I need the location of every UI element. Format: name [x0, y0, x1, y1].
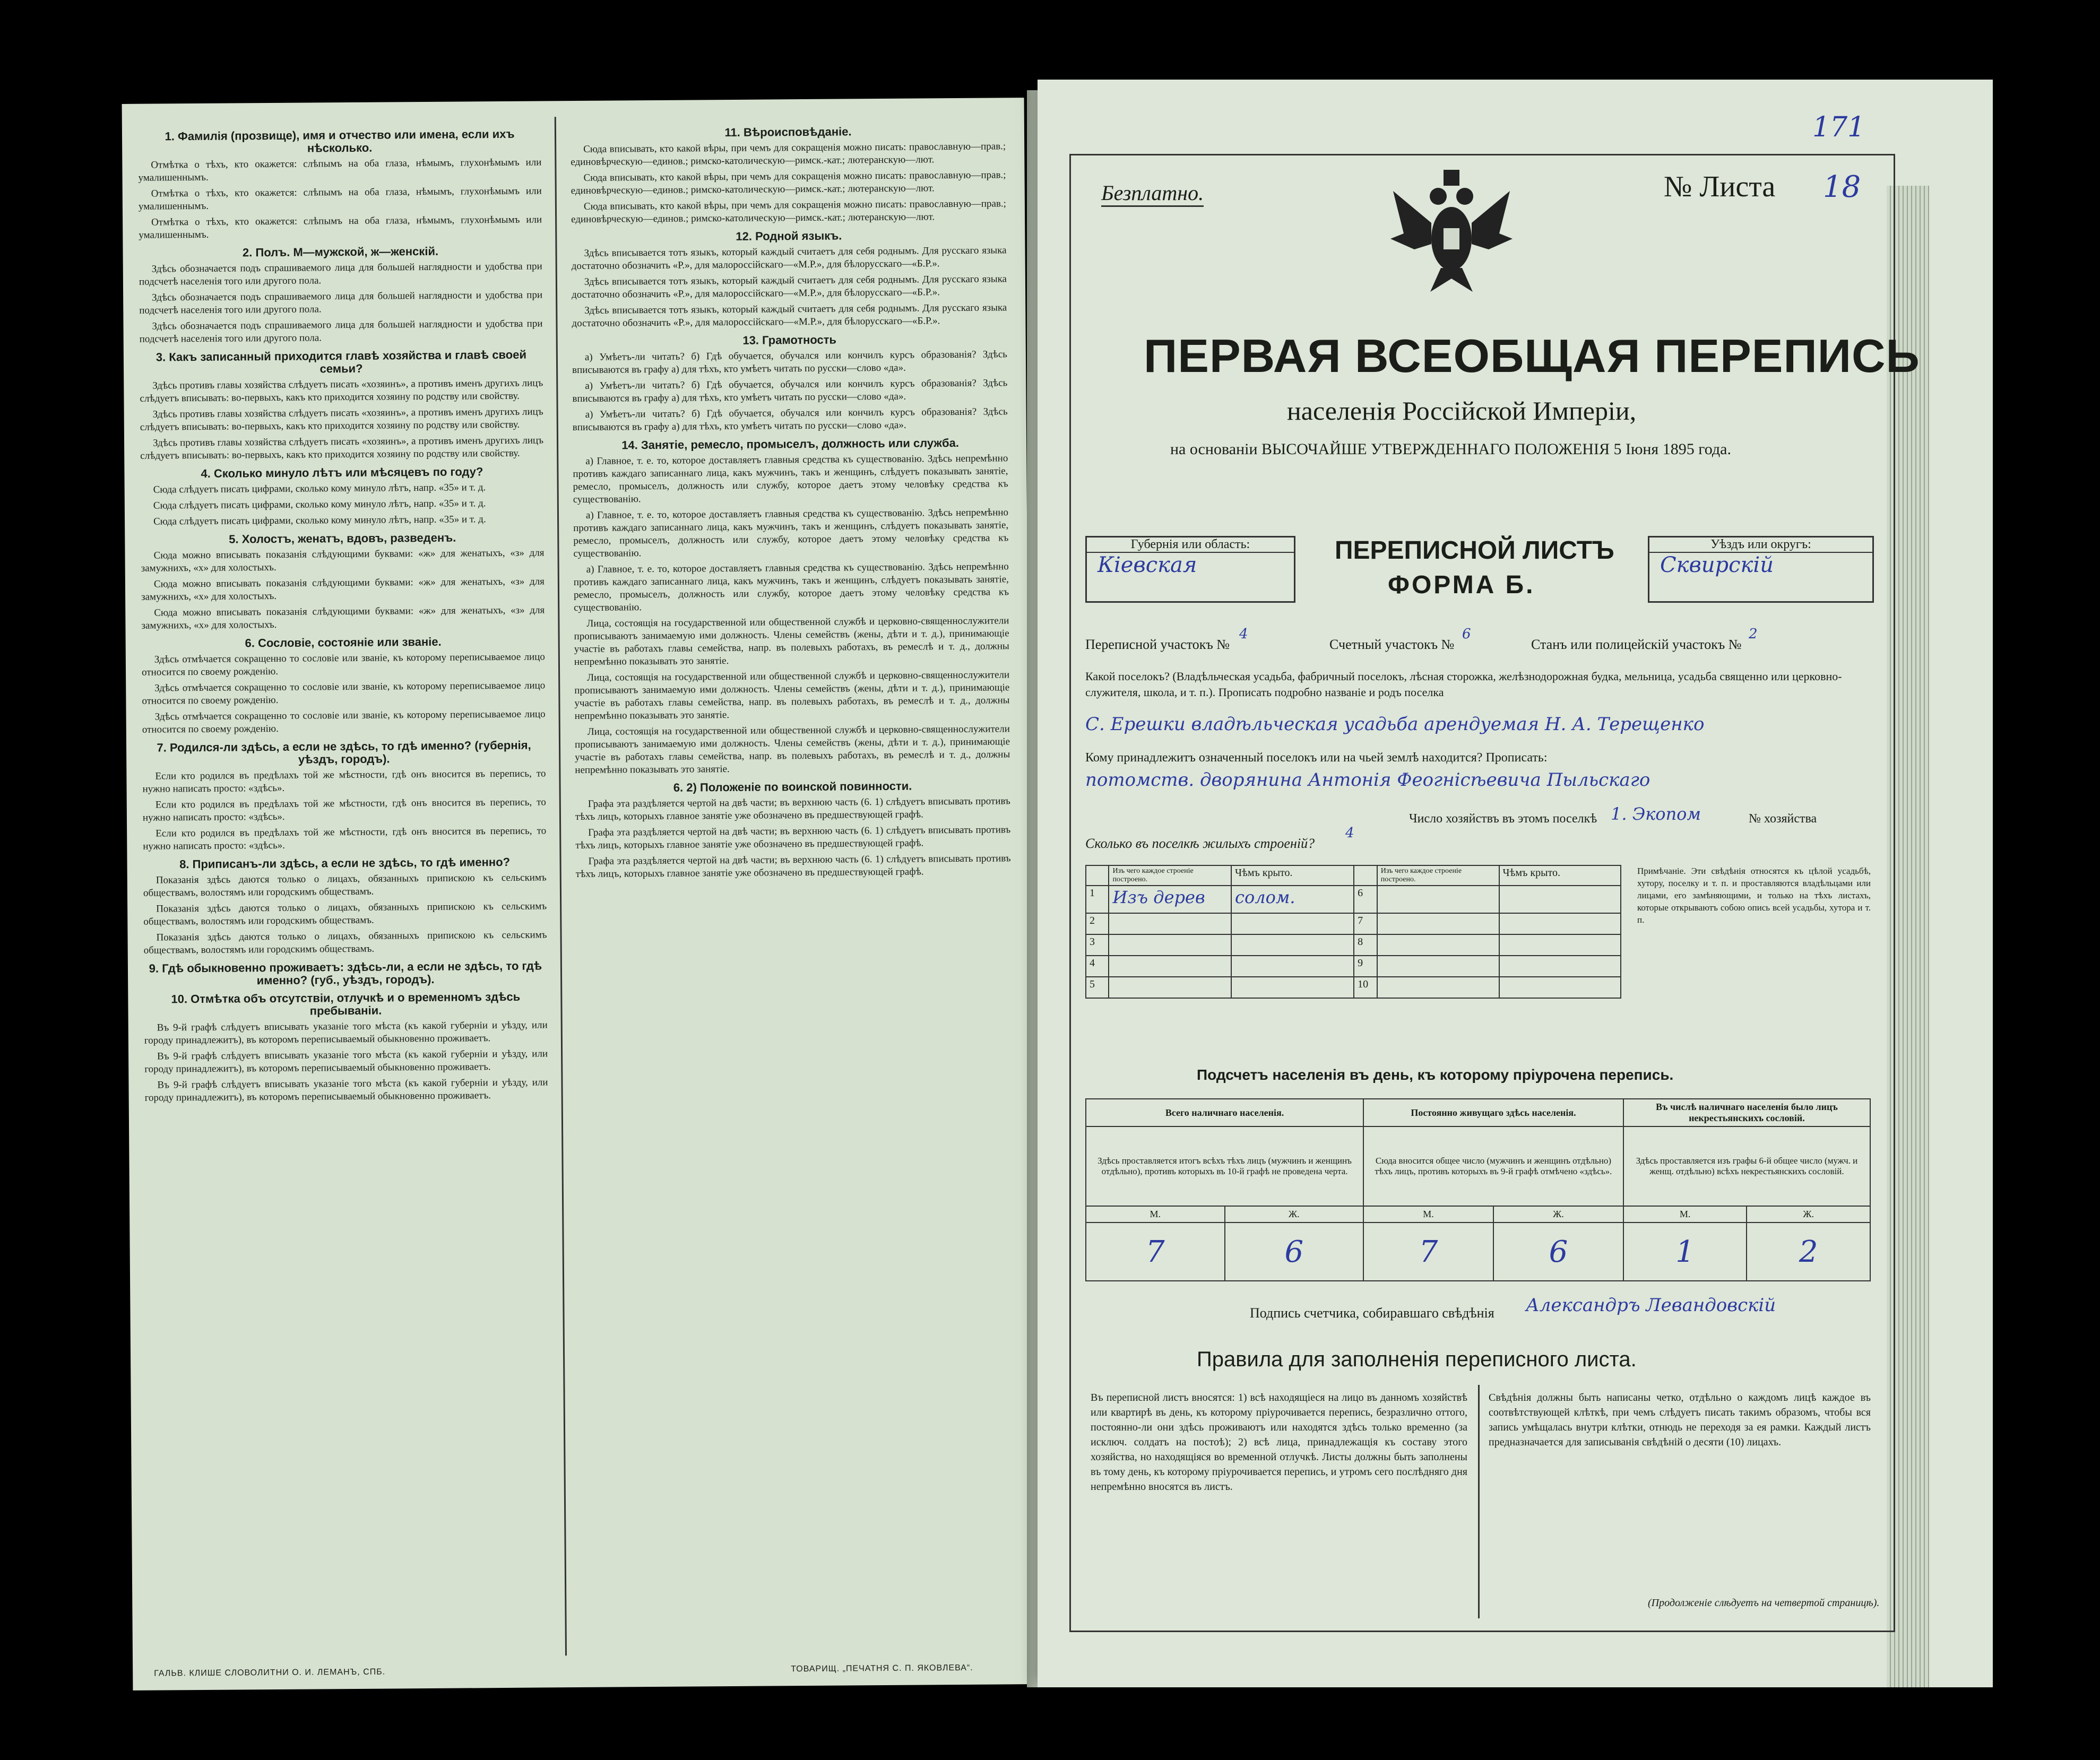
count-table — [1085, 1098, 1871, 1281]
instruction-heading: 12. Родной языкъ. — [736, 229, 842, 243]
row-number: 2 — [1086, 913, 1109, 934]
instruction-text: а) Главное, т. е. то, которое доставляетъ главныя средства къ существованію. Здѣсь непремѣнно противъ каждаго записаннаго лица, какъ мужчинъ, такъ и женщинъ, слѣдуетъ показывать занятіе, ремесло, промыселъ, должность или службу, которое даетъ этому человѣку средства къ существованію. — [573, 507, 1009, 560]
column-divider — [555, 117, 567, 1655]
instruction-heading: 13. Грамотность — [742, 333, 837, 347]
instruction-heading: 11. Вѣроисповѣданіе. — [724, 125, 852, 140]
male-label: М. — [1363, 1206, 1493, 1223]
sheet-number-value: 18 — [1823, 170, 1861, 204]
instruction-text: Здѣсь обозначается подъ спрашиваемого лица для большей наглядности и удобства при подсчетѣ населенія того или другого пола. — [139, 261, 542, 288]
nonpeasant-female: 2 — [1747, 1223, 1870, 1281]
buildings-header-roof: Чѣмъ крыто. — [1231, 865, 1354, 886]
instruction-text: Въ 9-й графѣ слѣдуетъ вписывать указаніе того мѣста (къ какой губерніи и уѣзду, или городу принадлежитъ), въ которомъ переписываемый обыкновенно проживаетъ. — [144, 1077, 548, 1104]
right-page — [1038, 80, 1993, 1687]
buildings-table — [1085, 865, 1621, 999]
instruction-text: Здѣсь вписывается тотъ языкъ, который каждый считаетъ для себя роднымъ. Для русскаго языка достаточно обозначить «Р.», для малороссійскаго—«М.Р.», для бѣлорусскаго—«Б.Р.». — [571, 245, 1007, 272]
police-district-value: 2 — [1749, 626, 1758, 642]
buildings-question: Сколько въ поселкѣ жилыхъ строеній? — [1085, 836, 1315, 851]
rules-title: Правила для заполненія переписного листа. — [1197, 1348, 1637, 1371]
instruction-heading: 1. Фамилія (прозвище), имя и отчество или имена, если ихъ нѣсколько. — [165, 127, 515, 155]
uezd-label: Уѣздъ или округъ: — [1649, 537, 1872, 553]
row-number: 5 — [1086, 977, 1109, 998]
instruction-text: Здѣсь противъ главы хозяйства слѣдуетъ писать «хозяинъ», а противъ именъ другихъ лицъ слѣдуетъ вписывать: во-первыхъ, какъ кто приходится хозяину по родству или свойству. — [140, 406, 543, 433]
left-page — [122, 98, 1035, 1690]
instructions-column-1 — [138, 122, 552, 1621]
basis-line: на основаніи ВЫСОЧАЙШЕ УТВЕРЖДЕННАГО ПОЛОЖЕНІЯ 5 Іюня 1895 года. — [1170, 440, 1731, 458]
instruction-text: Показанія здѣсь даются только о лицахъ, обязанныхъ припискою къ сельскимъ обществамъ, волостямъ или городскимъ обществамъ. — [143, 900, 547, 927]
instruction-heading: 2. Полъ. М—мужской, ж—женскій. — [242, 244, 439, 259]
instruction-text: Здѣсь отмѣчается сокращенно то сословіе или званіе, къ которому переписываемое лицо относится по своему рожденію. — [141, 651, 545, 678]
instruction-text: Если кто родился въ предѣлахъ той же мѣстности, гдѣ онъ вносится въ перепись, то нужно написать просто: «здѣсь». — [142, 768, 546, 795]
double-headed-eagle-icon — [1388, 159, 1515, 297]
counting-district-value: 6 — [1462, 626, 1471, 642]
nonpeasant-male: 1 — [1623, 1223, 1747, 1281]
settlement-value: С. Ерешки владѣльческая усадьба арендуемая Н. А. Терещенко — [1085, 714, 1705, 735]
instruction-text: Графа эта раздѣляется чертой на двѣ части; въ верхнюю часть (6. 1) слѣдуетъ вписывать противъ тѣхъ лицъ, которыхъ главное занятіе уже обозначено въ предшествующей графѣ. — [575, 795, 1010, 823]
instruction-text: Графа эта раздѣляется чертой на двѣ части; въ верхнюю часть (6. 1) слѣдуетъ вписывать противъ тѣхъ лицъ, которыхъ главное занятіе уже обозначено въ предшествующей графѣ. — [575, 853, 1011, 880]
instruction-text: Лица, состоящія на государственной или общественной службѣ и церковно-священнослужители прописываютъ занимаемую ими должность. Члены семействъ (жены, дѣти и т. д.), принимающіе участіе въ работахъ главы семейства, напр. въ полевыхъ работахъ, въ ремеслѣ и т. д., должны непремѣнно показывать это занятіе. — [574, 723, 1010, 776]
instruction-text: а) Умѣетъ-ли читать? б) Гдѣ обучается, обучался или кончилъ курсъ образованія? Здѣсь вписываются въ графу а) для тѣхъ, кто умѣетъ читать по русски—слово «да». — [572, 349, 1007, 376]
sheet-title: ПЕРЕПИСНОЙ ЛИСТЪ — [1335, 536, 1614, 565]
permanent-male: 7 — [1363, 1223, 1493, 1281]
building-roof-1: солом. — [1231, 886, 1354, 913]
enumeration-district-value: 4 — [1239, 626, 1248, 642]
row-number: 1 — [1086, 886, 1109, 913]
instruction-text: Отмѣтка о тѣхъ, кто окажется: слѣпымъ на оба глаза, нѣмымъ, глухонѣмымъ или умалишеннымъ. — [138, 185, 542, 212]
instruction-text: Здѣсь отмѣчается сокращенно то сословіе или званіе, къ которому переписываемое лицо относится по своему рожденію. — [142, 708, 546, 735]
counting-district-label: Счетный участокъ № — [1329, 637, 1455, 652]
signature-value: Александръ Левандовскій — [1526, 1295, 1776, 1316]
count-desc-permanent: Сюда вносится общее число (мужчинъ и женщинъ отдѣльно) тѣхъ лицъ, противъ которыхъ въ 9-й графѣ отмѣчено «здѣсь». — [1363, 1126, 1623, 1206]
rules-divider — [1478, 1385, 1480, 1618]
instruction-text: а) Умѣетъ-ли читать? б) Гдѣ обучается, обучался или кончилъ курсъ образованія? Здѣсь вписываются въ графу а) для тѣхъ, кто умѣетъ читать по русски—слово «да». — [572, 406, 1008, 434]
building-material-1: Изъ дерев — [1109, 886, 1231, 913]
households-label: Число хозяйствъ въ этомъ поселкѣ — [1409, 812, 1597, 826]
buildings-header-material-2: Изъ чего каждое строеніе построено. — [1377, 865, 1499, 886]
note: Примѣчаніе. Эти свѣдѣнія относятся къ цѣлой усадьбѣ, хутору, поселку и т. п. и проставляются владѣльцами или лицами, его замѣняющими, и только на тѣхъ листахъ, которые открываютъ собою опись всей усадьбы, хутора и т. п. — [1637, 866, 1871, 925]
instruction-text: Здѣсь обозначается подъ спрашиваемого лица для большей наглядности и удобства при подсчетѣ населенія того или другого пола. — [139, 289, 543, 316]
instruction-text: Сюда можно вписывать показанія слѣдующими буквами: «ж» для женатыхъ, «з» для замужнихъ, «х» для холостыхъ. — [141, 547, 545, 574]
instruction-text: а) Главное, т. е. то, которое доставляетъ главныя средства къ существованію. Здѣсь непремѣнно противъ каждаго записаннаго лица, какъ мужчинъ, такъ и женщинъ, слѣдуетъ показывать занятіе, ремесло, промыселъ, должность или службу, которое даетъ этому человѣку средства къ существованію. — [573, 561, 1009, 614]
row-number: 9 — [1354, 956, 1377, 977]
uezd-value: Сквирскій — [1660, 553, 1774, 577]
signature-label: Подпись счетчика, собиравшаго свѣдѣнія — [1250, 1305, 1494, 1321]
instruction-text: Здѣсь вписывается тотъ языкъ, который каждый считаетъ для себя роднымъ. Для русскаго языка достаточно обозначить «Р.», для малороссійскаго—«М.Р.», для бѣлорусскаго—«Б.Р.». — [572, 273, 1007, 301]
instruction-text: Отмѣтка о тѣхъ, кто окажется: слѣпымъ на оба глаза, нѣмымъ, глухонѣмымъ или умалишеннымъ. — [139, 214, 542, 241]
instruction-text: Если кто родился въ предѣлахъ той же мѣстности, гдѣ онъ вносится въ перепись, то нужно написать просто: «здѣсь». — [143, 825, 547, 852]
instruction-heading: 9. Гдѣ обыкновенно проживаетъ: здѣсь-ли, а если не здѣсь, то гдѣ именно? (губ., уѣздъ, городъ). — [149, 959, 542, 987]
instruction-heading: 4. Сколько минуло лѣтъ или мѣсяцевъ по году? — [201, 465, 483, 480]
instruction-text: Здѣсь обозначается подъ спрашиваемого лица для большей наглядности и удобства при подсчетѣ населенія того или другого пола. — [139, 318, 543, 345]
instruction-text: Показанія здѣсь даются только о лицахъ, обязанныхъ припискою къ сельскимъ обществамъ, волостямъ или городскимъ обществамъ. — [143, 929, 547, 956]
instruction-text: Сюда вписывать, кто какой вѣры, при чемъ для сокращенія можно писать: православную—прав.; единовѣрческую—единов.; римско-католическую—римск.-кат.; лютеранскую—лют. — [571, 198, 1007, 226]
uezd-box — [1648, 536, 1874, 603]
instruction-text: а) Умѣетъ-ли читать? б) Гдѣ обучается, обучался или кончилъ курсъ образованія? Здѣсь вписываются въ графу а) для тѣхъ, кто умѣетъ читать по русски—слово «да». — [572, 377, 1008, 405]
instruction-text: Сюда можно вписывать показанія слѣдующими буквами: «ж» для женатыхъ, «з» для замужнихъ, «х» для холостыхъ. — [141, 576, 545, 603]
instruction-text: Здѣсь противъ главы хозяйства слѣдуетъ писать «хозяинъ», а противъ именъ другихъ лицъ слѣдуетъ вписывать: во-первыхъ, какъ кто приходится хозяину по родству или свойству. — [140, 377, 543, 404]
instruction-text: Въ 9-й графѣ слѣдуетъ вписывать указаніе того мѣста (къ какой губерніи и уѣзду, или городу принадлежитъ), въ которомъ переписываемый обыкновенно проживаетъ. — [144, 1019, 548, 1046]
instruction-text: Сюда вписывать, кто какой вѣры, при чемъ для сокращенія можно писать: православную—прав.; единовѣрческую—единов.; римско-католическую—римск.-кат.; лютеранскую—лют. — [571, 169, 1006, 197]
instruction-text: Сюда вписывать, кто какой вѣры, при чемъ для сокращенія можно писать: православную—прав.; единовѣрческую—единов.; римско-католическую—римск.-кат.; лютеранскую—лют. — [571, 141, 1006, 168]
instruction-text: а) Главное, т. е. то, которое доставляетъ главныя средства къ существованію. Здѣсь непремѣнно противъ каждаго записаннаго лица, какъ мужчинъ, такъ и женщинъ, слѣдуетъ показывать занятіе, ремесло, промыселъ, должность или службу, которое даетъ этому человѣку средства къ существованію. — [573, 453, 1008, 506]
instruction-text: Сюда слѣдуетъ писать цифрами, сколько кому минуло лѣтъ, напр. «35» и т. д. — [153, 482, 486, 496]
instruction-heading: 3. Какъ записанный приходится главѣ хозяйства и главѣ своей семьи? — [155, 348, 527, 376]
row-number: 4 — [1086, 956, 1109, 977]
male-label: М. — [1623, 1206, 1747, 1223]
sheet-number-label: № Листа — [1664, 170, 1776, 203]
gubernia-label: Губернія или область: — [1087, 537, 1294, 553]
instruction-heading: 6. Сословіе, состояніе или званіе. — [245, 635, 442, 650]
instruction-text: Лица, состоящія на государственной или общественной службѣ и церковно-священнослужители прописываютъ занимаемую ими должность. Члены семействъ (жены, дѣти и т. д.), принимающіе участіе въ работахъ главы семейства, напр. въ полевыхъ работахъ, въ ремеслѣ и т. д., должны непремѣнно показывать это занятіе. — [574, 669, 1010, 722]
owner-question: Кому принадлежитъ означенный поселокъ или на чьей землѣ находится? Прописать: — [1085, 751, 1548, 765]
instruction-text: Сюда слѣдуетъ писать цифрами, сколько кому минуло лѣтъ, напр. «35» и т. д. — [153, 514, 486, 527]
page-number: 171 — [1812, 111, 1865, 143]
instruction-heading: 8. Приписанъ-ли здѣсь, а если не здѣсь, то гдѣ именно? — [179, 855, 511, 871]
male-label: М. — [1086, 1206, 1225, 1223]
female-label: Ж. — [1493, 1206, 1623, 1223]
rules-column-1: Въ переписной листъ вносятся: 1) всѣ находящіеся на лицо въ данномъ хозяйствѣ или квартирѣ въ день, къ которому пріурочивается перепись, безразлично оттого, постоянно-ли они здѣсь проживаютъ или находятся здѣсь только временно (за исключ. солдатъ на постоѣ); 2) всѣ лица, принадлежащія къ составу этого хозяйства, но находящіяся во временной отлучкѣ. Листы должны быть заполнены въ тому день, къ которому пріурочивается перепись, и утромъ сего послѣдняго дня непремѣнно вносятся въ листъ. — [1091, 1392, 1467, 1493]
female-label: Ж. — [1225, 1206, 1364, 1223]
instruction-text: Если кто родился въ предѣлахъ той же мѣстности, гдѣ онъ вносится въ перепись, то нужно написать просто: «здѣсь». — [142, 796, 546, 823]
count-desc-nonpeasant: Здѣсь проставляется изъ графы 6-й общее число (мужч. и женщ. отдѣльно) всѣхъ некрестьянскихъ сословій. — [1623, 1126, 1870, 1206]
instruction-heading: 6. 2) Положеніе по воинской повинности. — [673, 779, 912, 794]
count-title: Подсчетъ населенія въ день, къ которому пріурочена перепись. — [1197, 1067, 1674, 1083]
instruction-text: Сюда слѣдуетъ писать цифрами, сколько кому минуло лѣтъ, напр. «35» и т. д. — [153, 498, 486, 511]
buildings-header-material: Изъ чего каждое строеніе построено. — [1109, 865, 1231, 886]
household-number-label: № хозяйства — [1749, 812, 1817, 826]
count-desc-total: Здѣсь проставляется итогъ всѣхъ тѣхъ лицъ (мужчинъ и женщинъ отдѣльно), противъ которыхъ въ 10-й графѣ не проведена черта. — [1086, 1126, 1363, 1206]
free-label: Безплатно. — [1101, 180, 1204, 207]
rules-column-2: Свѣдѣнія должны быть написаны четко, отдѣльно о каждомъ лицѣ каждое въ соотвѣтствующей клѣткѣ, при чемъ слѣдуетъ писать такимъ образомъ, чтобы вся запись умѣщалась внутри клѣтки, отнюдь не переходя за ея рамки. Каждый листъ предназначается для записыванія свѣдѣній о десяти (10) лицахъ. — [1489, 1392, 1871, 1448]
instruction-heading: 5. Холостъ, женатъ, вдовъ, разведенъ. — [229, 531, 456, 546]
instruction-text: Здѣсь вписывается тотъ языкъ, который каждый считаетъ для себя роднымъ. Для русскаго языка достаточно обозначить «Р.», для малороссійскаго—«М.Р.», для бѣлорусскаго—«Б.Р.». — [572, 302, 1007, 330]
instruction-text: Показанія здѣсь даются только о лицахъ, обязанныхъ припискою къ сельскимъ обществамъ, волостямъ или городскимъ обществамъ. — [143, 872, 547, 899]
instruction-heading: 7. Родился-ли здѣсь, а если не здѣсь, то гдѣ именно? (губернія, уѣздъ, городъ). — [157, 738, 531, 766]
printer-credit-left: ГАЛЬВ. КЛИШЕ СЛОВОЛИТНИ О. И. ЛЕМАНЪ, СПБ. — [154, 1667, 386, 1678]
rules-continued: (Продолженіе слѣдуетъ на четвертой страницѣ). — [1648, 1597, 1880, 1609]
census-subtitle: населенія Россійской Имперіи, — [1287, 396, 1637, 426]
row-number: 10 — [1354, 977, 1377, 998]
row-number: 7 — [1354, 913, 1377, 934]
owner-value: потомств. дворянина Антонія Феогнісѣевича Пыльскаго — [1085, 769, 1650, 791]
count-header-permanent: Постоянно живущаго здѣсь населенія. — [1363, 1099, 1623, 1126]
instruction-heading-10: 10. Отмѣтка объ отсутствіи, отлучкѣ и о временномъ здѣсь пребываніи. — [171, 990, 521, 1018]
total-female: 6 — [1225, 1223, 1364, 1281]
instruction-text: Сюда можно вписывать показанія слѣдующими буквами: «ж» для женатыхъ, «з» для замужнихъ, «х» для холостыхъ. — [141, 604, 545, 631]
instruction-heading: 14. Занятіе, ремесло, промыселъ, должность или служба. — [621, 436, 959, 452]
total-male: 7 — [1086, 1223, 1225, 1281]
instruction-text: Отмѣтка о тѣхъ, кто окажется: слѣпымъ на оба глаза, нѣмымъ, глухонѣмымъ или умалишеннымъ. — [138, 157, 542, 184]
enumeration-district-label: Переписной участокъ № — [1085, 637, 1230, 652]
count-header-nonpeasant: Въ числѣ наличнаго населенія было лицъ некрестьянскихъ сословій. — [1623, 1099, 1870, 1126]
households-value: 1. Экопом — [1611, 804, 1701, 824]
row-number: 3 — [1086, 934, 1109, 956]
gubernia-value: Кіевская — [1097, 553, 1197, 577]
row-number: 8 — [1354, 934, 1377, 956]
police-district-label: Станъ или полицейскій участокъ № — [1531, 637, 1742, 652]
gubernia-box — [1085, 536, 1295, 603]
instruction-text: Здѣсь противъ главы хозяйства слѣдуетъ писать «хозяинъ», а противъ именъ другихъ лицъ слѣдуетъ вписывать: во-первыхъ, какъ кто приходится хозяину по родству или свойству. — [140, 435, 544, 462]
form-label: ФОРМА Б. — [1388, 571, 1535, 599]
instruction-text: Лица, состоящія на государственной или общественной службѣ и церковно-священнослужители прописываютъ занимаемую ими должность. Члены семействъ (жены, дѣти и т. д.), принимающіе участіе въ работахъ главы семейства, напр. въ полевыхъ работахъ, въ ремеслѣ и т. д., должны непремѣнно показывать это занятіе. — [574, 615, 1009, 668]
census-title: ПЕРВАЯ ВСЕОБЩАЯ ПЕРЕПИСЬ — [1144, 330, 1920, 382]
instruction-text: Графа эта раздѣляется чертой на двѣ части; въ верхнюю часть (6. 1) слѣдуетъ вписывать противъ тѣхъ лицъ, которыхъ главное занятіе уже обозначено въ предшествующей графѣ. — [575, 824, 1011, 852]
permanent-female: 6 — [1493, 1223, 1623, 1281]
row-number: 6 — [1354, 886, 1377, 913]
instruction-text: Въ 9-й графѣ слѣдуетъ вписывать указаніе того мѣста (къ какой губерніи и уѣзду, или городу принадлежитъ), въ которомъ переписываемый обыкновенно проживаетъ. — [144, 1048, 548, 1075]
settlement-question: Какой поселокъ? (Владѣльческая усадьба, фабричный поселокъ, лѣсная сторожка, желѣзнодорожная будка, мельница, усадьба священно или церковно-служителя, школа, и т. п.). Прописать подробно названіе и родъ поселка — [1085, 670, 1842, 699]
count-header-total: Всего наличнаго населенія. — [1086, 1099, 1363, 1126]
buildings-header-roof-2: Чѣмъ крыто. — [1499, 865, 1621, 886]
female-label: Ж. — [1747, 1206, 1870, 1223]
buildings-count: 4 — [1345, 825, 1354, 841]
instructions-column-2 — [571, 119, 1016, 1618]
printer-credit-right: ТОВАРИЩ. „ПЕЧАТНЯ С. П. ЯКОВЛЕВА“. — [791, 1663, 973, 1674]
instruction-text: Здѣсь отмѣчается сокращенно то сословіе или званіе, къ которому переписываемое лицо относится по своему рожденію. — [142, 680, 546, 707]
